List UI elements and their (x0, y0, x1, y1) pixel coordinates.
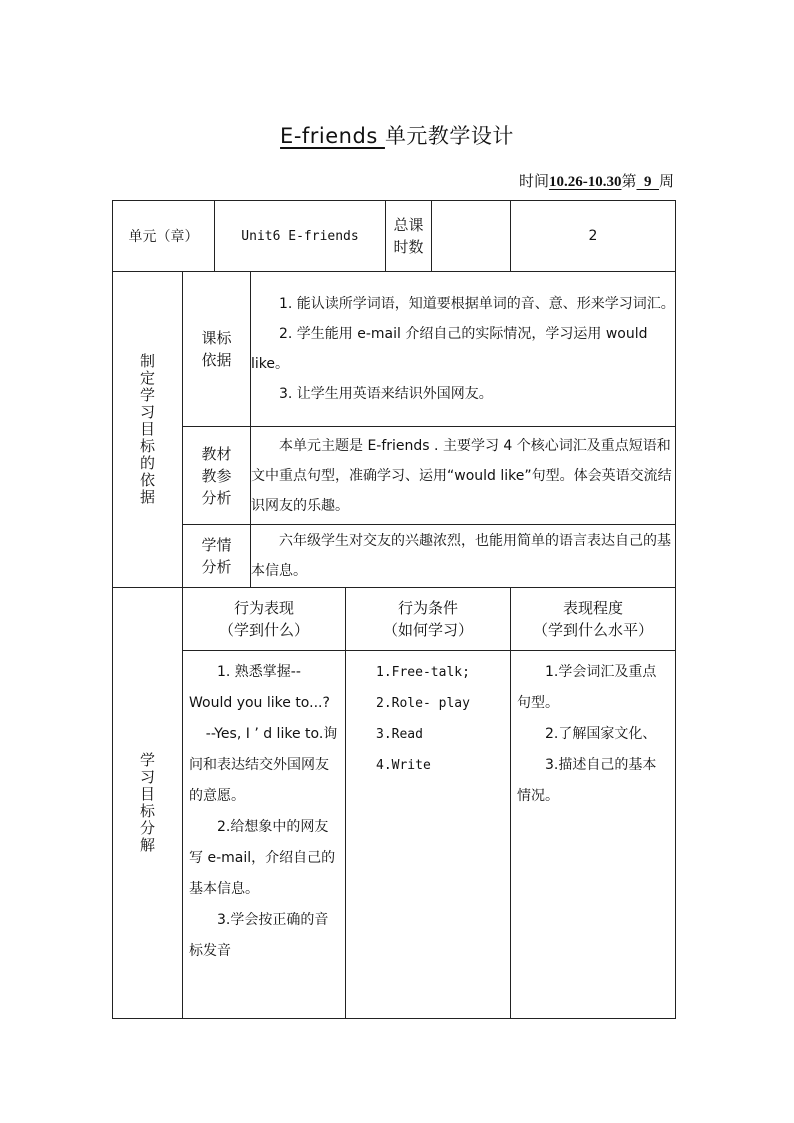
level-item: 2.了解国家文化、 (545, 726, 657, 742)
curriculum-label: 课标 依据 (183, 272, 251, 427)
header-levels: 表现程度 （学到什么水平） (511, 588, 676, 651)
hours-value-placeholder (432, 201, 511, 271)
textbook-row (113, 427, 676, 525)
hours-cell (386, 201, 511, 272)
curriculum-item: 1. 能认读所学词语，知道要根据单词的音、意、形来学习词汇。 (279, 296, 675, 312)
curriculum-row (113, 272, 676, 427)
week-suffix: 周 (658, 172, 674, 190)
behavior-item: 1. 熟悉掌握--Would you like to...? (189, 664, 330, 711)
document-title (0, 120, 794, 150)
week-prefix: 第 (621, 172, 637, 190)
header-conditions: 行为条件 （如何学习） (346, 588, 511, 651)
curriculum-text (251, 272, 676, 427)
condition-item: 3.Read (376, 727, 423, 742)
time-dates: 10.26-10.30 (548, 174, 622, 190)
unit-row (113, 201, 676, 272)
curriculum-item: 3. 让学生用英语来结识外国网友。 (279, 386, 493, 402)
unit-value: Unit6 E-friends (215, 201, 386, 272)
time-label: 时间 (518, 172, 549, 190)
header-behavior: 行为表现 （学到什么） (183, 588, 346, 651)
curriculum-item: 2. 学生能用 e-mail 介绍自己的实际情况，学习运用 would like。 (251, 326, 648, 372)
textbook-label: 教材 教参 分析 (183, 427, 251, 525)
students-text: 六年级学生对交友的兴趣浓烈，也能用简单的语言表达自己的基本信息。 (251, 525, 676, 588)
hours-value: 2 (511, 201, 676, 272)
basis-section-label: 制定学习目标的依据 (113, 272, 183, 588)
goals-section-label: 学习目标分解 (113, 588, 183, 1019)
unit-label: 单元（章） (113, 201, 215, 272)
level-item: 1.学会词汇及重点句型。 (517, 664, 657, 711)
students-row (113, 525, 676, 588)
behavior-item: 2.给想象中的网友写 e-mail，介绍自己的基本信息。 (189, 819, 336, 897)
design-table (112, 200, 676, 1019)
textbook-text: 本单元主题是 E-friends . 主要学习 4 个核心词汇及重点短语和文中重点句型，准确学习、运用“would like”句型。体会英语交流结识网友的乐趣。 (251, 427, 676, 525)
students-label: 学情 分析 (183, 525, 251, 588)
conditions-cell (346, 651, 511, 1019)
condition-item: 2.Role- play (376, 696, 470, 711)
hours-label: 总课 时数 (386, 201, 432, 271)
condition-item: 1.Free-talk; (376, 665, 470, 680)
time-line (519, 170, 674, 191)
levels-cell (511, 651, 676, 1019)
week-number: 9 (636, 174, 659, 190)
goals-header-row (113, 588, 676, 651)
behavior-cell (183, 651, 346, 1019)
title-suffix: 单元教学设计 (384, 124, 514, 148)
level-item: 3.描述自己的基本情况。 (517, 757, 657, 804)
condition-item: 4.Write (376, 758, 431, 773)
behavior-item: 3.学会按正确的音标发音 (189, 912, 329, 959)
goals-content-row (113, 651, 676, 1019)
title-topic: E-friends (280, 124, 385, 148)
behavior-item: --Yes, I ’ d like to.询问和表达结交外国网友的意愿。 (189, 726, 338, 804)
